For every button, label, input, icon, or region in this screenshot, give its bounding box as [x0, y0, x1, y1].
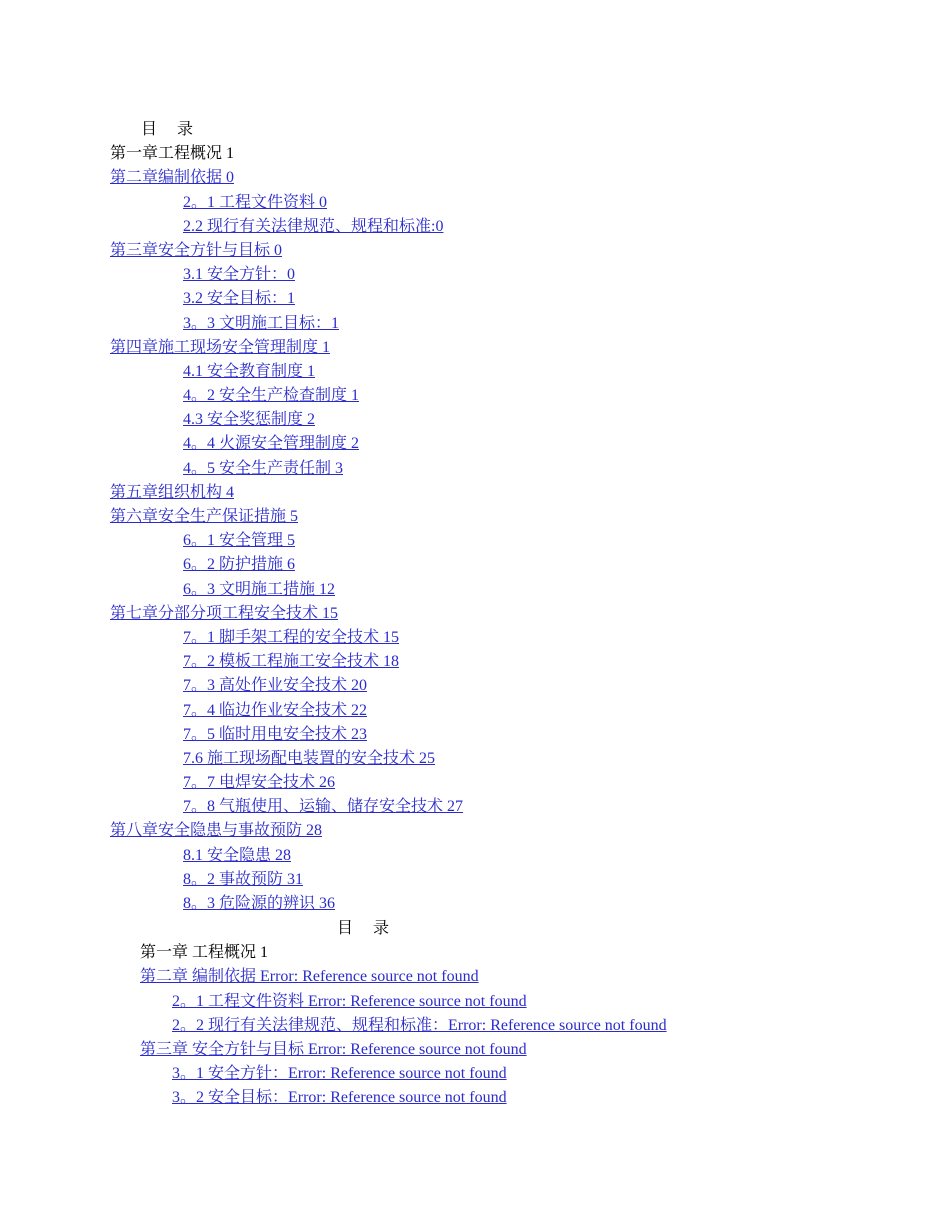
table-of-contents-first	[110, 118, 810, 916]
toc-entry-line	[110, 626, 810, 650]
toc-section-link[interactable]: 7。7 电焊安全技术 26	[183, 774, 336, 792]
toc-section-link[interactable]: 2。1 工程文件资料 0	[183, 193, 328, 211]
toc-entry-line	[110, 481, 810, 505]
toc-chapter-link[interactable]: 第四章施工现场安全管理制度 1	[110, 338, 331, 356]
toc-chapter-link[interactable]: 第三章 安全方针与目标 Error: Reference source not found	[140, 1040, 527, 1058]
toc-entry-line	[110, 360, 810, 384]
toc-entry-line	[110, 650, 810, 674]
toc-entry-list	[110, 142, 810, 916]
toc-section-link[interactable]: 8。2 事故预防 31	[183, 870, 304, 888]
toc-section-link[interactable]: 4。4 火源安全管理制度 2	[183, 435, 360, 453]
toc-chapter-link[interactable]: 第二章编制依据 0	[110, 169, 235, 187]
toc-section-link[interactable]: 7。2 模板工程施工安全技术 18	[183, 653, 400, 671]
toc-entry-line	[110, 505, 810, 529]
toc-entry-line	[110, 699, 810, 723]
toc-entry-line	[110, 795, 810, 819]
toc-title-left: 目	[141, 121, 158, 138]
toc-section-link[interactable]: 7。3 高处作业安全技术 20	[183, 677, 368, 695]
toc-section-link[interactable]: 8.1 安全隐患 28	[183, 846, 292, 864]
toc-chapter-link[interactable]: 第五章组织机构 4	[110, 483, 235, 501]
toc-entry-line	[110, 408, 810, 432]
toc-entry-line	[110, 892, 810, 916]
toc-entry-line	[110, 457, 810, 481]
toc-section-link[interactable]: 7。8 气瓶使用、运输、储存安全技术 27	[183, 798, 464, 816]
toc-entry-line	[110, 287, 810, 311]
toc-section-link[interactable]: 3.2 安全目标：1	[183, 290, 296, 308]
toc-section-link[interactable]: 8。3 危险源的辨识 36	[183, 895, 336, 912]
toc-section-link[interactable]: 7.6 施工现场配电装置的安全技术 25	[183, 749, 436, 767]
toc-entry-line	[110, 868, 810, 892]
toc-entry-line	[110, 747, 810, 771]
toc-entry-line	[110, 771, 810, 795]
toc-entry-line	[110, 1062, 870, 1086]
toc-entry-line	[110, 432, 810, 456]
toc-chapter-text: 第一章 工程概况 1	[140, 944, 269, 962]
toc-chapter-link[interactable]: 第八章安全隐患与事故预防 28	[110, 822, 323, 840]
toc-section-link[interactable]: 2.2 现行有关法律规范、规程和标准:0	[183, 217, 444, 235]
toc-title-left: 目	[337, 920, 354, 937]
toc-entry-line	[110, 1086, 870, 1110]
toc-section-link[interactable]: 6。1 安全管理 5	[183, 532, 296, 550]
toc-chapter-link[interactable]: 第六章安全生产保证措施 5	[110, 508, 299, 525]
toc-entry-line	[110, 142, 810, 166]
toc-entry-line	[110, 990, 870, 1014]
toc-section-link[interactable]: 6。2 防护措施 6	[183, 556, 296, 574]
toc-chapter-link[interactable]: 第三章安全方针与目标 0	[110, 241, 283, 259]
toc-entry-line	[110, 602, 810, 626]
toc-chapter-link[interactable]: 第七章分部分项工程安全技术 15	[110, 604, 339, 622]
toc-title-right: 录	[373, 920, 390, 937]
toc-section-link[interactable]: 2。2 现行有关法律规范、规程和标准：Error: Reference source not found	[172, 1016, 667, 1034]
toc-entry-line	[110, 674, 810, 698]
toc-entry-line	[110, 1014, 870, 1038]
toc-entry-line	[110, 215, 810, 239]
toc-entry-line	[110, 312, 810, 336]
toc-section-link[interactable]: 7。1 脚手架工程的安全技术 15	[183, 628, 400, 646]
toc-entry-line	[110, 191, 810, 215]
toc-entry-line	[110, 578, 810, 602]
toc-entry-line	[110, 336, 810, 360]
toc-section-link[interactable]: 7。4 临边作业安全技术 22	[183, 701, 368, 719]
toc-title	[110, 118, 810, 142]
toc-entry-line	[110, 723, 810, 747]
table-of-contents-second	[110, 917, 870, 1111]
toc-entry-line	[110, 384, 810, 408]
toc-chapter-link[interactable]: 第二章 编制依据 Error: Reference source not found	[140, 968, 479, 986]
toc-section-link[interactable]: 3.1 安全方针：0	[183, 266, 296, 284]
toc-entry-line	[110, 553, 810, 577]
toc-section-link[interactable]: 4。2 安全生产检查制度 1	[183, 387, 360, 405]
toc-section-link[interactable]: 4.1 安全教育制度 1	[183, 362, 316, 380]
toc-entry-line	[110, 941, 870, 965]
toc-section-link[interactable]: 3。1 安全方针：Error: Reference source not found	[172, 1065, 507, 1083]
toc-entry-list	[110, 941, 870, 1110]
toc-entry-line	[110, 844, 810, 868]
toc-section-link[interactable]: 4。5 安全生产责任制 3	[183, 459, 344, 477]
toc-section-link[interactable]: 3。2 安全目标：Error: Reference source not found	[172, 1089, 507, 1107]
toc-title	[110, 917, 870, 941]
toc-entry-line	[110, 529, 810, 553]
toc-entry-line	[110, 239, 810, 263]
toc-entry-line	[110, 1038, 870, 1062]
toc-entry-line	[110, 965, 870, 989]
toc-entry-line	[110, 819, 810, 843]
toc-section-link[interactable]: 6。3 文明施工措施 12	[183, 580, 336, 598]
toc-chapter-text: 第一章工程概况 1	[110, 145, 235, 163]
toc-section-link[interactable]: 2。1 工程文件资料 Error: Reference source not found	[172, 992, 527, 1010]
toc-title-right: 录	[177, 121, 194, 138]
toc-entry-line	[110, 166, 810, 190]
toc-section-link[interactable]: 4.3 安全奖惩制度 2	[183, 411, 316, 429]
toc-section-link[interactable]: 3。3 文明施工目标：1	[183, 314, 340, 332]
toc-section-link[interactable]: 7。5 临时用电安全技术 23	[183, 725, 368, 743]
toc-entry-line	[110, 263, 810, 287]
